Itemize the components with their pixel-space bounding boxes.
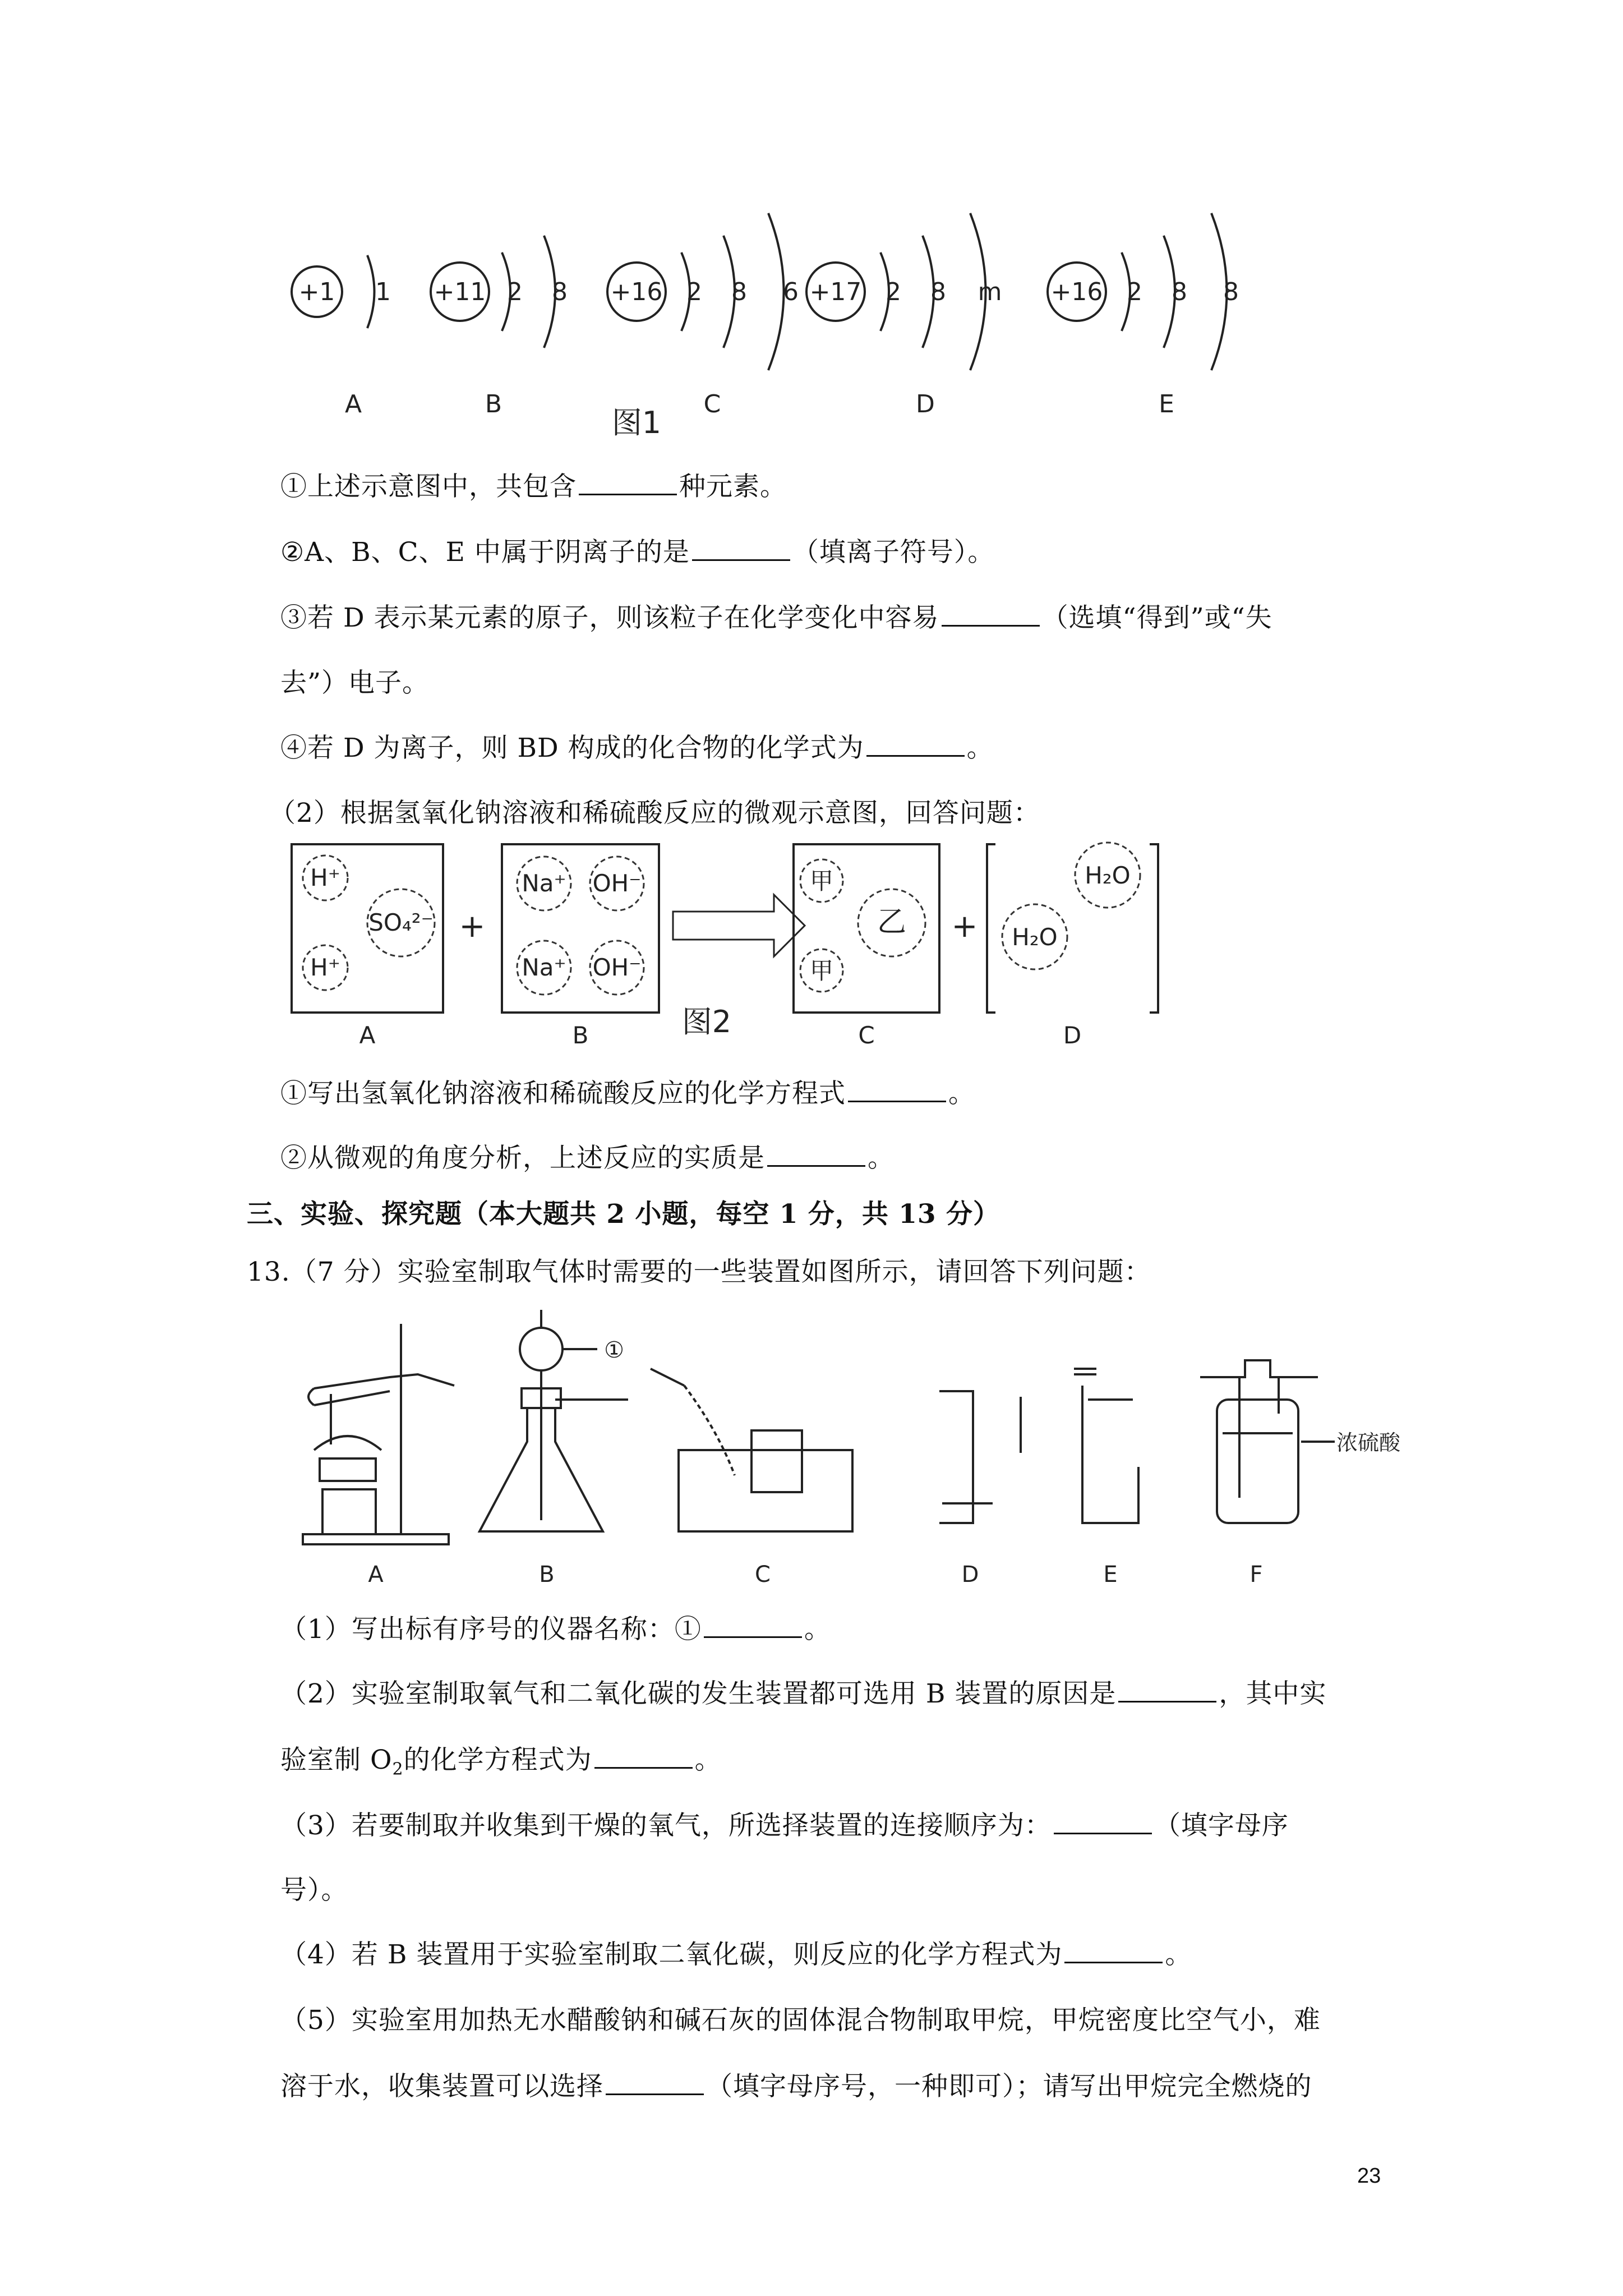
q12-2-s2 [280, 1142, 895, 1175]
q13-p4-post: 。 [1165, 1939, 1192, 1970]
atom-e-shell-3: 8 [1223, 278, 1239, 306]
answer-blank[interactable] [1118, 1678, 1216, 1703]
atom-a-nucleus: +1 [298, 278, 335, 306]
atom-b-label: B [485, 390, 502, 418]
figure-3-apparatus [292, 1307, 1402, 1610]
atom-d-label: D [916, 390, 935, 418]
q12-1-s1-pre: ①上述示意图中，共包含 [280, 471, 577, 502]
figure-1-caption: 图1 [611, 405, 662, 440]
answer-blank[interactable] [594, 1745, 693, 1769]
particle-h-plus-2: H⁺ [310, 954, 340, 981]
atom-d-shell-2: 8 [930, 278, 946, 306]
atom-a-shell-1: 1 [375, 278, 391, 306]
q13-stem: 13.（7 分）实验室制取气体时需要的一些装置如图所示，请回答下列问题： [247, 1257, 1151, 1287]
q12-1-s4-post: 。 [966, 733, 994, 763]
q12-1-s1-post: 种元素。 [679, 471, 787, 502]
atom-d-shell-3: m [978, 278, 1002, 306]
answer-blank[interactable] [606, 2071, 704, 2095]
figure-1 [269, 202, 1307, 443]
particle-yi: 乙 [877, 905, 907, 939]
q12-1-s4-pre: ④若 D 为离子，则 BD 构成的化合物的化学式为 [280, 733, 864, 763]
q12-1-s1 [280, 470, 787, 504]
atom-b-shell-2: 8 [552, 278, 568, 306]
q13-p2-post: ，其中实 [1219, 1678, 1327, 1709]
q12-2-s1-post: 。 [948, 1078, 975, 1109]
atom-c-shell-2: 8 [731, 278, 747, 306]
q13-p4-pre: （4）若 B 装置用于实验室制取二氧化碳，则反应的化学方程式为 [280, 1939, 1063, 1970]
atom-c-nucleus: +16 [610, 278, 663, 306]
q13-p5-line2 [280, 2070, 1312, 2104]
q13-p2-cont [280, 1743, 722, 1786]
plus-sign-2: + [951, 908, 978, 945]
apparatus-d-label: D [961, 1562, 979, 1588]
q12-1-s4 [280, 731, 994, 765]
q12-1-s2 [280, 536, 994, 569]
figure-2-caption: 图2 [681, 1004, 732, 1039]
q13-p5-line1: （5）实验室用加热无水醋酸钠和碱石灰的固体混合物制取甲烷，甲烷密度比空气小，难 [280, 2005, 1321, 2036]
atom-c-shell-1: 2 [686, 278, 702, 306]
answer-blank[interactable] [704, 1614, 802, 1638]
q13-p1 [280, 1613, 831, 1646]
particle-jia-1: 甲 [809, 867, 834, 895]
q13-p1-pre: （1）写出标有序号的仪器名称：① [280, 1614, 702, 1645]
q13-p3-post: （填字母序 [1154, 1810, 1289, 1841]
q12-1-s3-post: （选填“得到”或“失 [1041, 602, 1272, 633]
particle-oh-minus-1: OH⁻ [592, 869, 642, 897]
q12-1-s3-cont: 去”）电子。 [280, 668, 430, 698]
particle-na-plus-2: Na⁺ [522, 954, 566, 981]
q13-p3-pre: （3）若要制取并收集到干燥的氧气，所选择装置的连接顺序为： [280, 1810, 1052, 1841]
q12-2-intro: （2）根据氢氧化钠溶液和稀硫酸反应的微观示意图，回答问题： [269, 798, 1040, 829]
apparatus-a-label: A [368, 1562, 384, 1588]
apparatus-acid-label: 浓硫酸 [1336, 1430, 1401, 1455]
q12-1-s3-pre: ③若 D 表示某元素的原子，则该粒子在化学变化中容易 [280, 602, 939, 633]
answer-blank[interactable] [579, 471, 677, 495]
apparatus-e-label: E [1103, 1562, 1118, 1588]
atom-diagrams-svg [269, 202, 1307, 443]
o2-subscript: 2 [392, 1759, 404, 1779]
apparatus-svg [292, 1307, 1402, 1610]
atom-b-nucleus: +11 [434, 278, 486, 306]
q13-p2 [280, 1677, 1326, 1711]
q13-p5-post: （填字母序号，一种即可）；请写出甲烷完全燃烧的 [706, 2071, 1312, 2102]
q13-p5-pre: 溶于水，收集装置可以选择 [280, 2071, 603, 2102]
answer-blank[interactable] [1054, 1810, 1152, 1834]
apparatus-b-label: B [539, 1562, 555, 1588]
atom-e-label: E [1159, 390, 1174, 418]
particle-na-plus-1: Na⁺ [522, 869, 566, 897]
answer-blank[interactable] [848, 1078, 946, 1102]
atom-a-label: A [344, 390, 362, 418]
box-c-label: C [858, 1022, 875, 1049]
box-a-label: A [359, 1022, 376, 1049]
atom-b-shell-1: 2 [507, 278, 523, 306]
atom-d-nucleus: +17 [809, 278, 862, 306]
particle-sulfate: SO₄²⁻ [368, 909, 434, 936]
q13-p2-cont-mid: 的化学方程式为 [403, 1745, 592, 1775]
q13-p2-pre: （2）实验室制取氧气和二氧化碳的发生装置都可选用 B 装置的原因是 [280, 1678, 1117, 1709]
q12-1-s2-post: （填离子符号）。 [792, 537, 995, 568]
q13-p3-cont: 号）。 [280, 1875, 348, 1906]
particle-water-1: H₂O [1085, 862, 1131, 889]
q12-2-s2-post: 。 [868, 1143, 895, 1174]
q12-1-s2-pre: ②A、B、C、E 中属于阴离子的是 [280, 537, 690, 568]
particle-oh-minus-2: OH⁻ [592, 954, 642, 981]
particle-h-plus-1: H⁺ [310, 864, 340, 891]
q12-2-s1-pre: ①写出氢氧化钠溶液和稀硫酸反应的化学方程式 [280, 1078, 846, 1109]
particle-water-2: H₂O [1012, 923, 1058, 951]
q12-2-s2-pre: ②从微观的角度分析，上述反应的实质是 [280, 1143, 765, 1174]
q13-p2-cont-pre: 验室制 O [280, 1745, 393, 1775]
q13-p2-cont-post: 。 [694, 1745, 722, 1775]
answer-blank[interactable] [866, 733, 965, 757]
q12-1-s3 [280, 601, 1272, 635]
q12-2-s1 [280, 1077, 975, 1111]
q13-p4 [280, 1938, 1192, 1972]
figure-2 [280, 839, 1166, 1052]
section-3-heading: 三、实验、探究题（本大题共 2 小题，每空 1 分，共 13 分） [247, 1199, 1000, 1230]
box-d-label: D [1063, 1022, 1082, 1049]
box-b-label: B [572, 1022, 589, 1049]
atom-d-shell-1: 2 [886, 278, 901, 306]
atom-e-nucleus: +16 [1050, 278, 1103, 306]
answer-blank[interactable] [767, 1143, 865, 1167]
apparatus-f-label: F [1249, 1562, 1263, 1588]
particle-jia-2: 甲 [809, 957, 834, 984]
answer-blank[interactable] [692, 537, 790, 561]
answer-blank[interactable] [942, 602, 1040, 627]
q13-p3 [280, 1809, 1289, 1843]
answer-blank[interactable] [1064, 1939, 1163, 1963]
q13-p1-post: 。 [804, 1614, 831, 1645]
atom-e-shell-2: 8 [1172, 278, 1187, 306]
atom-e-shell-1: 2 [1127, 278, 1142, 306]
page-number: 23 [1357, 2164, 1381, 2188]
reaction-diagram-svg [280, 839, 1166, 1052]
plus-sign-1: + [459, 908, 486, 945]
atom-c-label: C [703, 390, 721, 418]
apparatus-marker-1: ① [604, 1337, 624, 1363]
apparatus-c-label: C [755, 1562, 771, 1588]
atom-c-shell-3: 6 [783, 278, 799, 306]
